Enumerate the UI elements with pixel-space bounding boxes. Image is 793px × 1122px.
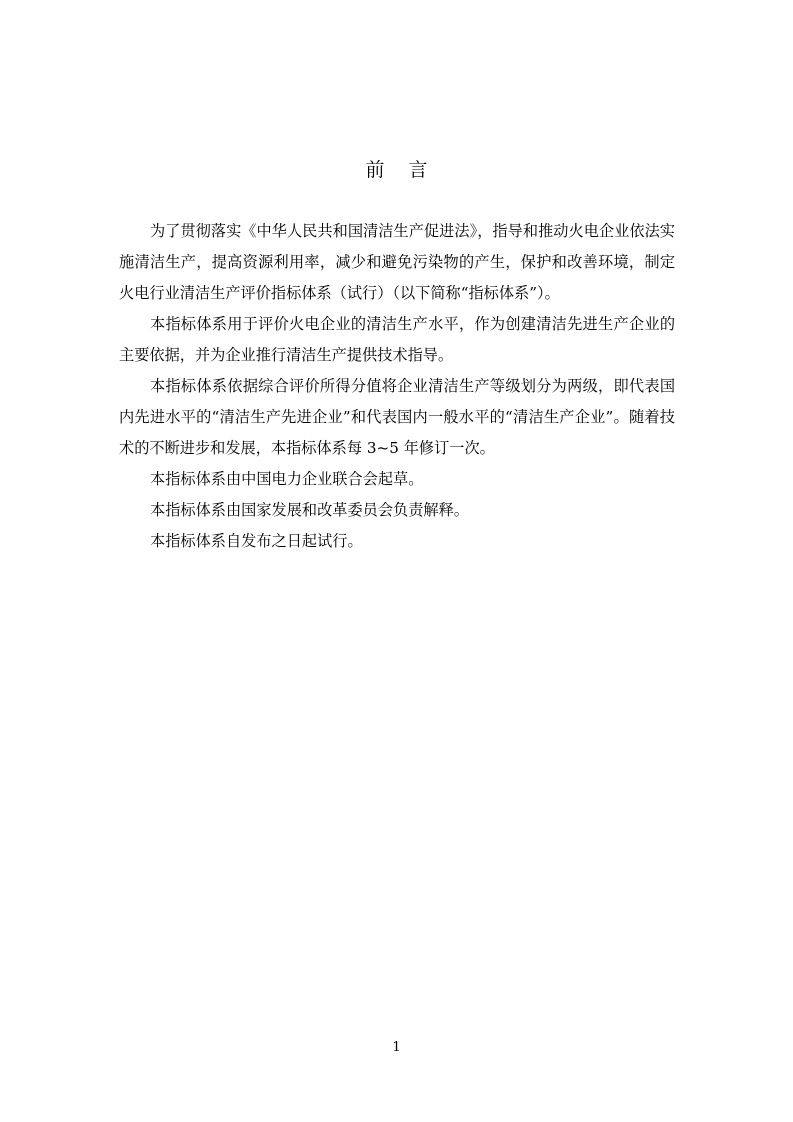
page-number: 1 <box>392 1040 401 1055</box>
paragraph-scope: 本指标体系用于评价火电企业的清洁生产水平，作为创建清洁先进生产企业的主要依据，并为企业推行清洁生产提供技术指导。 <box>119 315 675 364</box>
paragraph-interpretation: 本指标体系由国家发展和改革委员会负责解释。 <box>150 501 469 519</box>
preface-body <box>119 216 675 557</box>
paragraph-drafter: 本指标体系由中国电力企业联合会起草。 <box>150 470 424 488</box>
page-title: 前言 <box>365 159 452 181</box>
paragraph-grading: 本指标体系依据综合评价所得分值将企业清洁生产等级划分为两级，即代表国内先进水平的“清洁生产先进企业”和代表国内一般水平的“清洁生产企业”。随着技术的不断进步和发展，本指标体系每 3~5 年修订一次。 <box>119 377 675 457</box>
paragraph-effective-date: 本指标体系自发布之日起试行。 <box>150 532 363 550</box>
paragraph-purpose: 为了贯彻落实《中华人民共和国清洁生产促进法》，指导和推动火电企业依法实施清洁生产，提高资源利用率，减少和避免污染物的产生，保护和改善环境，制定火电行业清洁生产评价指标体系（试行）（以下简称“指标体系”）。 <box>119 222 675 302</box>
